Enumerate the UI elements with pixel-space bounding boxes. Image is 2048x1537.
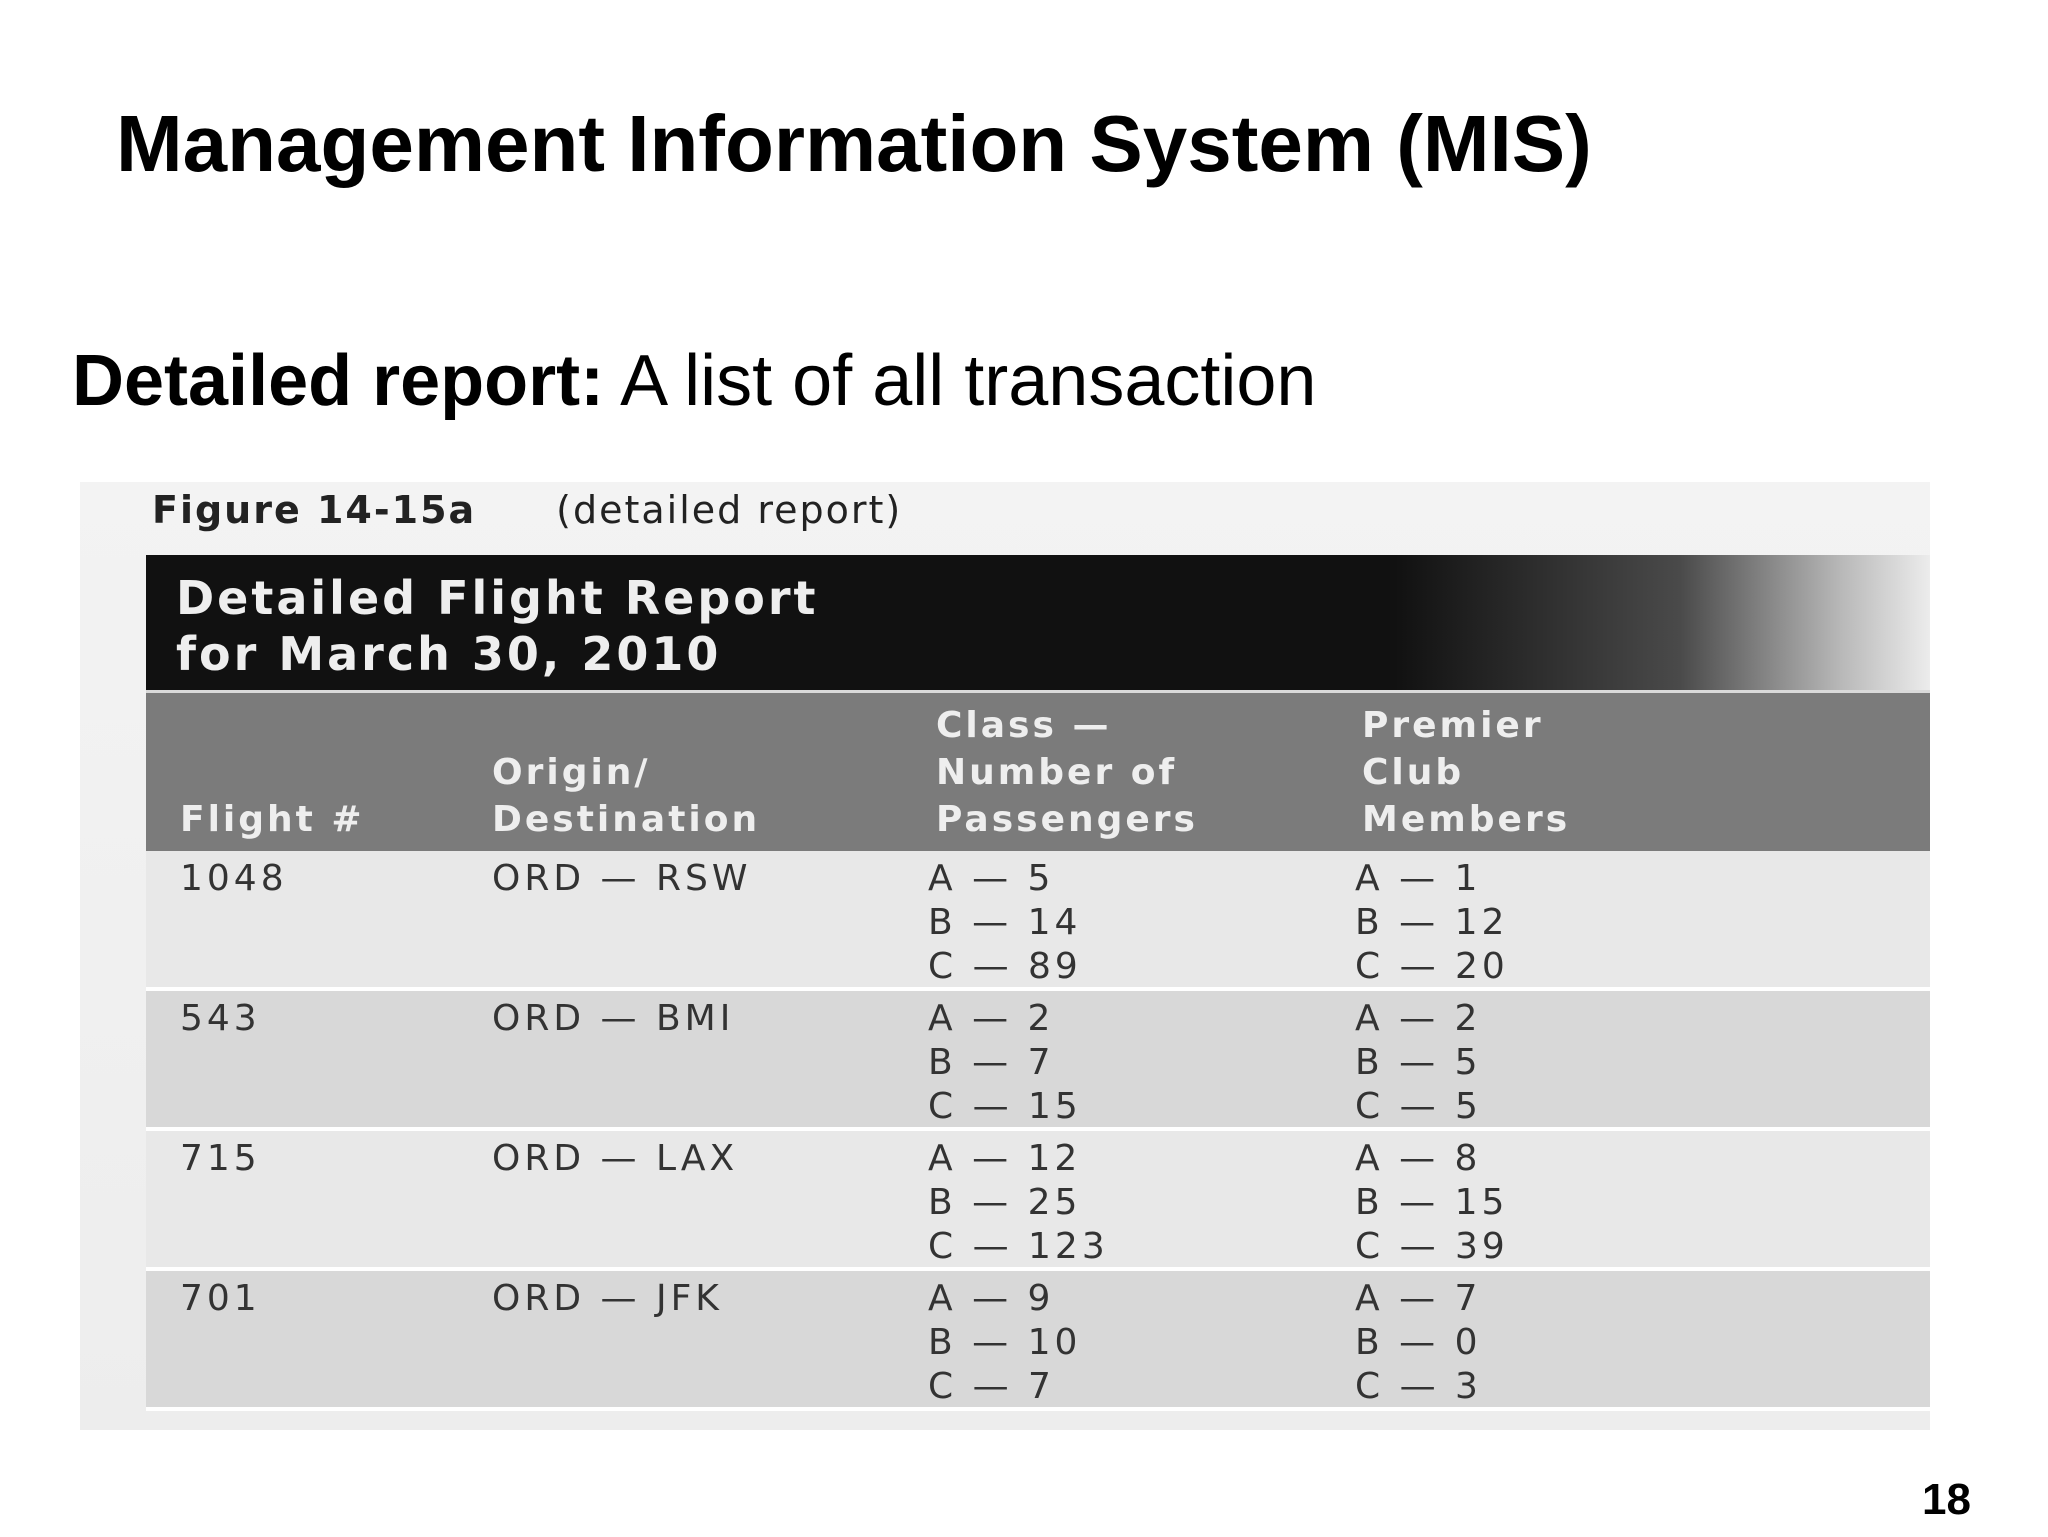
passenger-counts: A — 9 B — 10 C — 7 (928, 1278, 1082, 1407)
premier-counts: A — 1 B — 12 C — 20 (1355, 858, 1509, 987)
premier-counts: A — 2 B — 5 C — 5 (1355, 998, 1482, 1127)
column-header-flight: Flight # (180, 799, 365, 840)
table-row (146, 991, 1930, 1131)
figure-caption-text: (detailed report) (556, 488, 903, 532)
subtitle-text: A list of all transaction (604, 341, 1317, 421)
passenger-counts: A — 5 B — 14 C — 89 (928, 858, 1082, 987)
subtitle-label: Detailed report: (72, 341, 605, 421)
slide-subtitle (72, 340, 1316, 422)
flight-route: ORD — JFK (492, 1278, 723, 1319)
page-number: 18 (1922, 1475, 1971, 1524)
figure-caption (152, 488, 902, 532)
figure-number: Figure 14-15a (152, 488, 477, 532)
premier-counts: A — 7 B — 0 C — 3 (1355, 1278, 1482, 1407)
flight-route: ORD — BMI (492, 998, 735, 1039)
table-row (146, 1131, 1930, 1271)
column-header-passengers: Class — Number of Passengers (936, 705, 1198, 840)
table-row (146, 851, 1930, 991)
column-header-row (146, 690, 1930, 851)
premier-counts: A — 8 B — 15 C — 39 (1355, 1138, 1509, 1267)
flight-route: ORD — LAX (492, 1138, 739, 1179)
report-title-line1: Detailed Flight Report (176, 571, 819, 625)
detailed-flight-report (146, 555, 1930, 1411)
table-row (146, 1271, 1930, 1411)
flight-number: 1048 (180, 858, 288, 899)
flight-number: 715 (180, 1138, 261, 1179)
flight-number: 701 (180, 1278, 261, 1319)
passenger-counts: A — 2 B — 7 C — 15 (928, 998, 1082, 1127)
report-title (146, 555, 1930, 690)
column-header-route: Origin/ Destination (492, 752, 761, 840)
flight-route: ORD — RSW (492, 858, 752, 899)
slide-title: Management Information System (MIS) (116, 99, 1592, 188)
column-header-premier: Premier Club Members (1362, 705, 1571, 840)
passenger-counts: A — 12 B — 25 C — 123 (928, 1138, 1109, 1267)
flight-number: 543 (180, 998, 261, 1039)
report-title-line2: for March 30, 2010 (176, 627, 722, 681)
